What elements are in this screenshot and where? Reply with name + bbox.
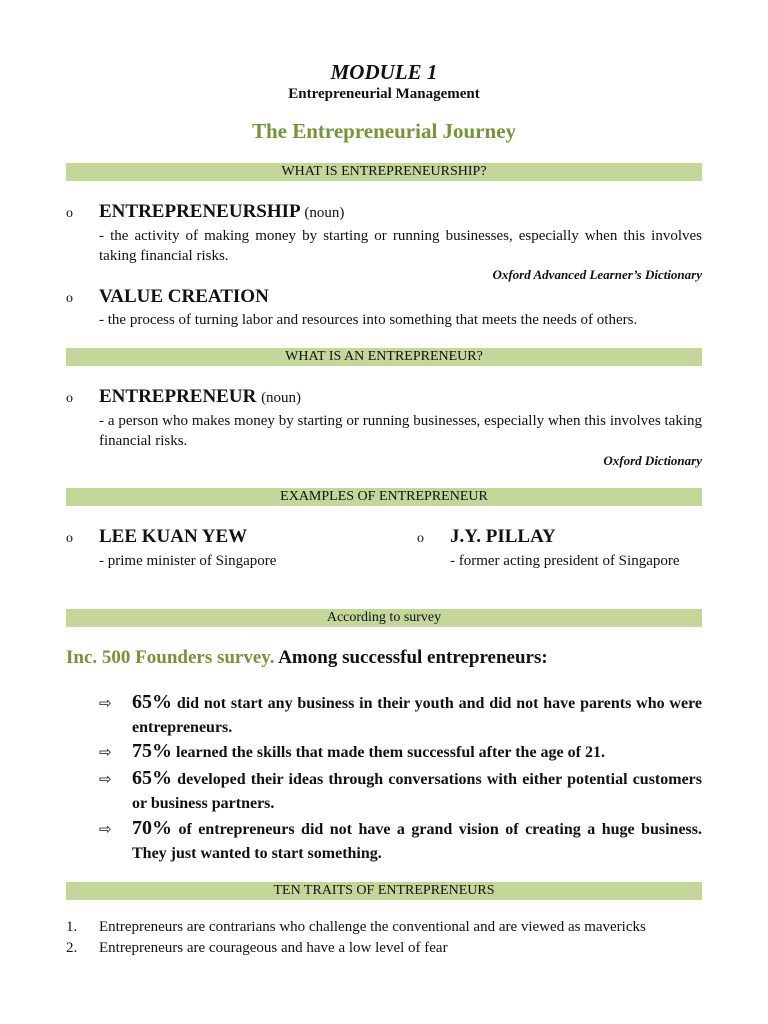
term-label: ENTREPRENEUR (99, 386, 257, 407)
trait-text: Entrepreneurs are courageous and have a low level of fear (99, 940, 448, 956)
arrow-right-icon: ⇨ (99, 745, 112, 761)
term-entrepreneur (99, 386, 301, 408)
bullet-icon: o (417, 531, 424, 546)
stat-text: did not start any business in their youth and did not have parents who were entrepreneurs. (132, 695, 702, 736)
section-survey: According to survey (66, 609, 702, 627)
term-pos: (noun) (304, 205, 345, 221)
section-what-is-entrepreneur: WHAT IS AN ENTREPRENEUR? (66, 348, 702, 366)
section-examples: EXAMPLES OF ENTREPRENEUR (66, 488, 702, 506)
survey-lead: Among successful entrepreneurs: (278, 647, 548, 668)
stat-percent: 70% (132, 817, 172, 839)
section-what-is-entrepreneurship: WHAT IS ENTREPRENEURSHIP? (66, 163, 702, 181)
term-value-creation: VALUE CREATION (99, 286, 269, 307)
example-desc: - prime minister of Singapore (99, 553, 277, 569)
page-title: The Entrepreneurial Journey (251, 119, 517, 143)
arrow-right-icon: ⇨ (99, 822, 112, 838)
module-title: MODULE 1 (330, 60, 438, 84)
bullet-icon: o (66, 291, 73, 306)
example-name: J.Y. PILLAY (450, 526, 556, 547)
stat-percent: 65% (132, 691, 172, 713)
survey-stat (132, 690, 702, 740)
survey-stat (132, 766, 702, 816)
definition-entrepreneur: - a person who makes money by starting or running businesses, especially when this involves taking financial risks. (99, 413, 702, 449)
survey-stat (132, 739, 702, 765)
module-subtitle: Entrepreneurial Management (288, 86, 480, 102)
bullet-icon: o (66, 391, 73, 406)
stat-percent: 75% (132, 740, 172, 762)
survey-stat (132, 816, 702, 866)
trait-number: 2. (66, 940, 78, 956)
term-entrepreneurship (99, 201, 344, 223)
bullet-icon: o (66, 206, 73, 221)
term-label: ENTREPRENEURSHIP (99, 201, 300, 222)
trait-number: 1. (66, 919, 78, 935)
stat-text: developed their ideas through conversations with either potential customers or business partners. (132, 771, 703, 812)
definition-entrepreneurship: - the activity of making money by starting or running businesses, especially when this involves taking financial risks. (99, 228, 702, 264)
source-citation: Oxford Advanced Learner’s Dictionary (492, 267, 702, 282)
example-desc: - former acting president of Singapore (450, 553, 680, 569)
term-pos: (noun) (261, 390, 302, 406)
source-citation: Oxford Dictionary (603, 453, 702, 468)
example-name: LEE KUAN YEW (99, 526, 248, 547)
survey-name: Inc. 500 Founders survey. (66, 647, 275, 668)
definition-value-creation: - the process of turning labor and resources into something that meets the needs of others. (99, 312, 638, 328)
arrow-right-icon: ⇨ (99, 772, 112, 788)
stat-text: of entrepreneurs did not have a grand vision of creating a huge business. They just wanted to start something. (132, 821, 703, 862)
survey-heading (66, 647, 548, 669)
stat-text: learned the skills that made them successful after the age of 21. (176, 744, 605, 761)
section-traits: TEN TRAITS OF ENTREPRENEURS (66, 882, 702, 900)
bullet-icon: o (66, 531, 73, 546)
arrow-right-icon: ⇨ (99, 696, 112, 712)
stat-percent: 65% (132, 767, 172, 789)
trait-text: Entrepreneurs are contrarians who challenge the conventional and are viewed as mavericks (99, 919, 646, 935)
